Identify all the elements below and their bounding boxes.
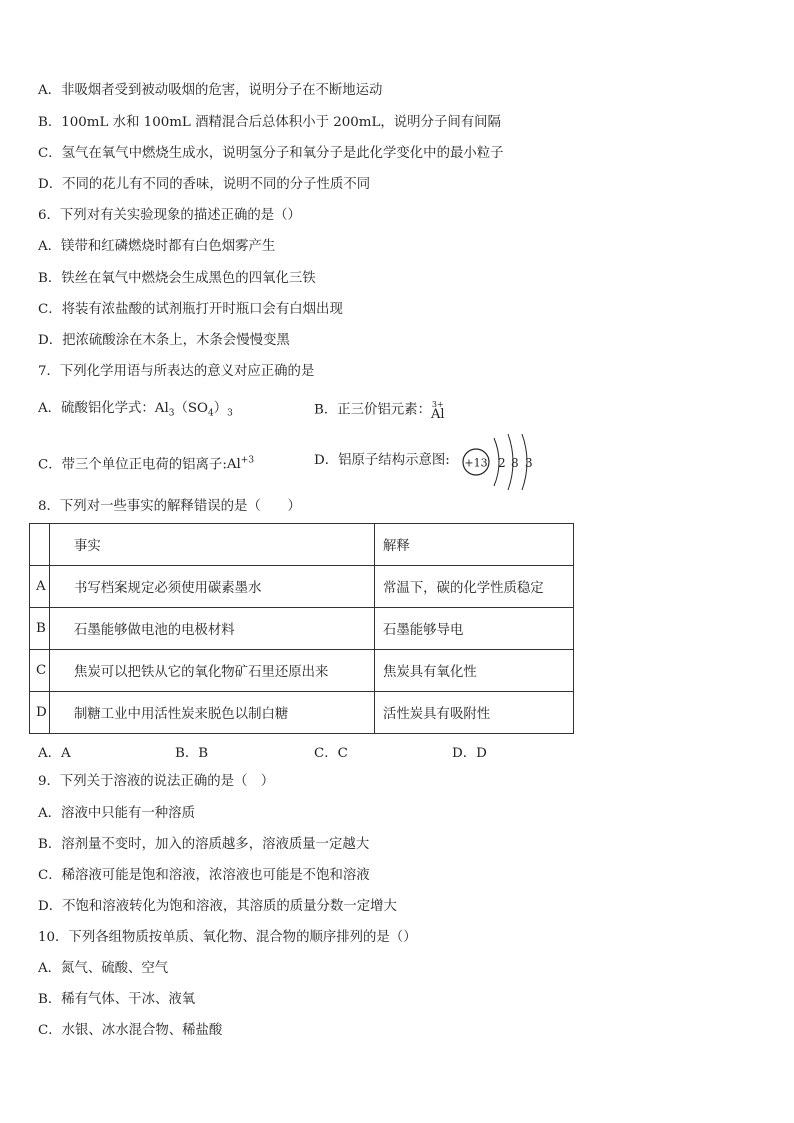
- q6-option-b: B．铁丝在氧气中燃烧会生成黑色的四氧化三铁: [38, 271, 316, 286]
- q10-stem: 10．下列各组物质按单质、氧化物、混合物的顺序排列的是（）: [38, 930, 417, 945]
- table-row: [30, 692, 574, 734]
- table-row: [30, 608, 574, 650]
- row-reason: 石墨能够导电: [375, 608, 574, 650]
- row-key: A: [30, 566, 50, 608]
- q7-b-symbol: 3+ Al: [430, 400, 445, 422]
- row-fact: 焦炭可以把铁从它的氧化物矿石里还原出来: [50, 650, 375, 692]
- q10-option-b: B．稀有气体、干冰、液氧: [38, 992, 196, 1007]
- q10-option-a: A．氮气、硫酸、空气: [38, 961, 169, 976]
- q7-stem: 7．下列化学用语与所表达的意义对应正确的是: [38, 364, 315, 379]
- row-reason: 活性炭具有吸附性: [375, 692, 574, 734]
- q7-option-c: [38, 452, 254, 474]
- header-key: [30, 524, 50, 566]
- q7-option-b: [314, 400, 445, 420]
- shell-count-2: 8: [511, 456, 519, 470]
- row-key: B: [30, 608, 50, 650]
- table-row: [30, 566, 574, 608]
- q7-c-label: C．带三个单位正电荷的铝离子:: [38, 457, 227, 473]
- q7-option-d: [314, 452, 450, 470]
- q5-option-a: A．非吸烟者受到被动吸烟的危害，说明分子在不断地运动: [38, 83, 383, 98]
- row-reason: 焦炭具有氧化性: [375, 650, 574, 692]
- q6-option-a: A．镁带和红磷燃烧时都有白色烟雾产生: [38, 239, 276, 254]
- shell-count-1: 2: [498, 456, 506, 470]
- aluminum-atom-diagram-icon: [460, 430, 540, 494]
- q7-a-label: A．硫酸铝化学式：: [38, 401, 155, 416]
- header-fact: 事实: [50, 524, 375, 566]
- q7-b-label: B．正三价铝元素：: [314, 402, 431, 418]
- q9-option-c: C．稀溶液可能是饱和溶液，浓溶液也可能是不饱和溶液: [38, 868, 370, 883]
- q8-option-a: A．A: [38, 746, 71, 761]
- q5-option-c: C．氢气在氧气中燃烧生成水，说明氢分子和氧分子是此化学变化中的最小粒子: [38, 146, 504, 161]
- q7-a-formula: $Al_3(SO_4)_3$: [154, 401, 233, 419]
- q9-option-a: A．溶液中只能有一种溶质: [38, 806, 195, 821]
- header-reason: 解释: [375, 524, 574, 566]
- q9-option-d: D．不饱和溶液转化为饱和溶液，其溶质的质量分数一定增大: [38, 899, 397, 914]
- row-key: C: [30, 650, 50, 692]
- row-fact: 制糖工业中用活性炭来脱色以制白糖: [50, 692, 375, 734]
- q5-option-b: B．100mL 水和 100mL 酒精混合后总体积小于 200mL，说明分子间有间隔: [38, 115, 501, 130]
- q9-option-b: B．溶剂量不变时，加入的溶质越多，溶液质量一定越大: [38, 837, 370, 852]
- q8-stem: 8．下列对一些事实的解释错误的是（ ）: [38, 499, 301, 514]
- q7-d-label: D．铝原子结构示意图:: [314, 453, 450, 468]
- row-key: D: [30, 692, 50, 734]
- shell-count-3: 3: [525, 456, 533, 470]
- row-reason: 常温下，碳的化学性质稳定: [375, 566, 574, 608]
- table-row: [30, 650, 574, 692]
- row-fact: 书写档案规定必须使用碳素墨水: [50, 566, 375, 608]
- q10-option-c: C．水银、冰水混合物、稀盐酸: [38, 1023, 223, 1038]
- q8-option-d: D．D: [452, 746, 487, 761]
- q7-c-ion: $Al^{+3}$: [226, 456, 255, 473]
- q8-option-c: C．C: [314, 746, 348, 761]
- row-fact: 石墨能够做电池的电极材料: [50, 608, 375, 650]
- q5-option-d: D．不同的花儿有不同的香味，说明不同的分子性质不同: [38, 177, 371, 192]
- q8-option-b: B．B: [175, 746, 209, 761]
- q6-option-d: D．把浓硫酸涂在木条上，木条会慢慢变黑: [38, 333, 290, 348]
- q9-stem: 9．下列关于溶液的说法正确的是（ ）: [38, 774, 275, 789]
- q6-option-c: C．将装有浓盐酸的试剂瓶打开时瓶口会有白烟出现: [38, 302, 343, 317]
- nucleus-charge: +13: [464, 456, 488, 470]
- q6-stem: 6．下列对有关实验现象的描述正确的是（）: [38, 208, 301, 223]
- q8-facts-table: [29, 523, 574, 734]
- table-header-row: [30, 524, 574, 566]
- q7-option-a: [38, 400, 233, 423]
